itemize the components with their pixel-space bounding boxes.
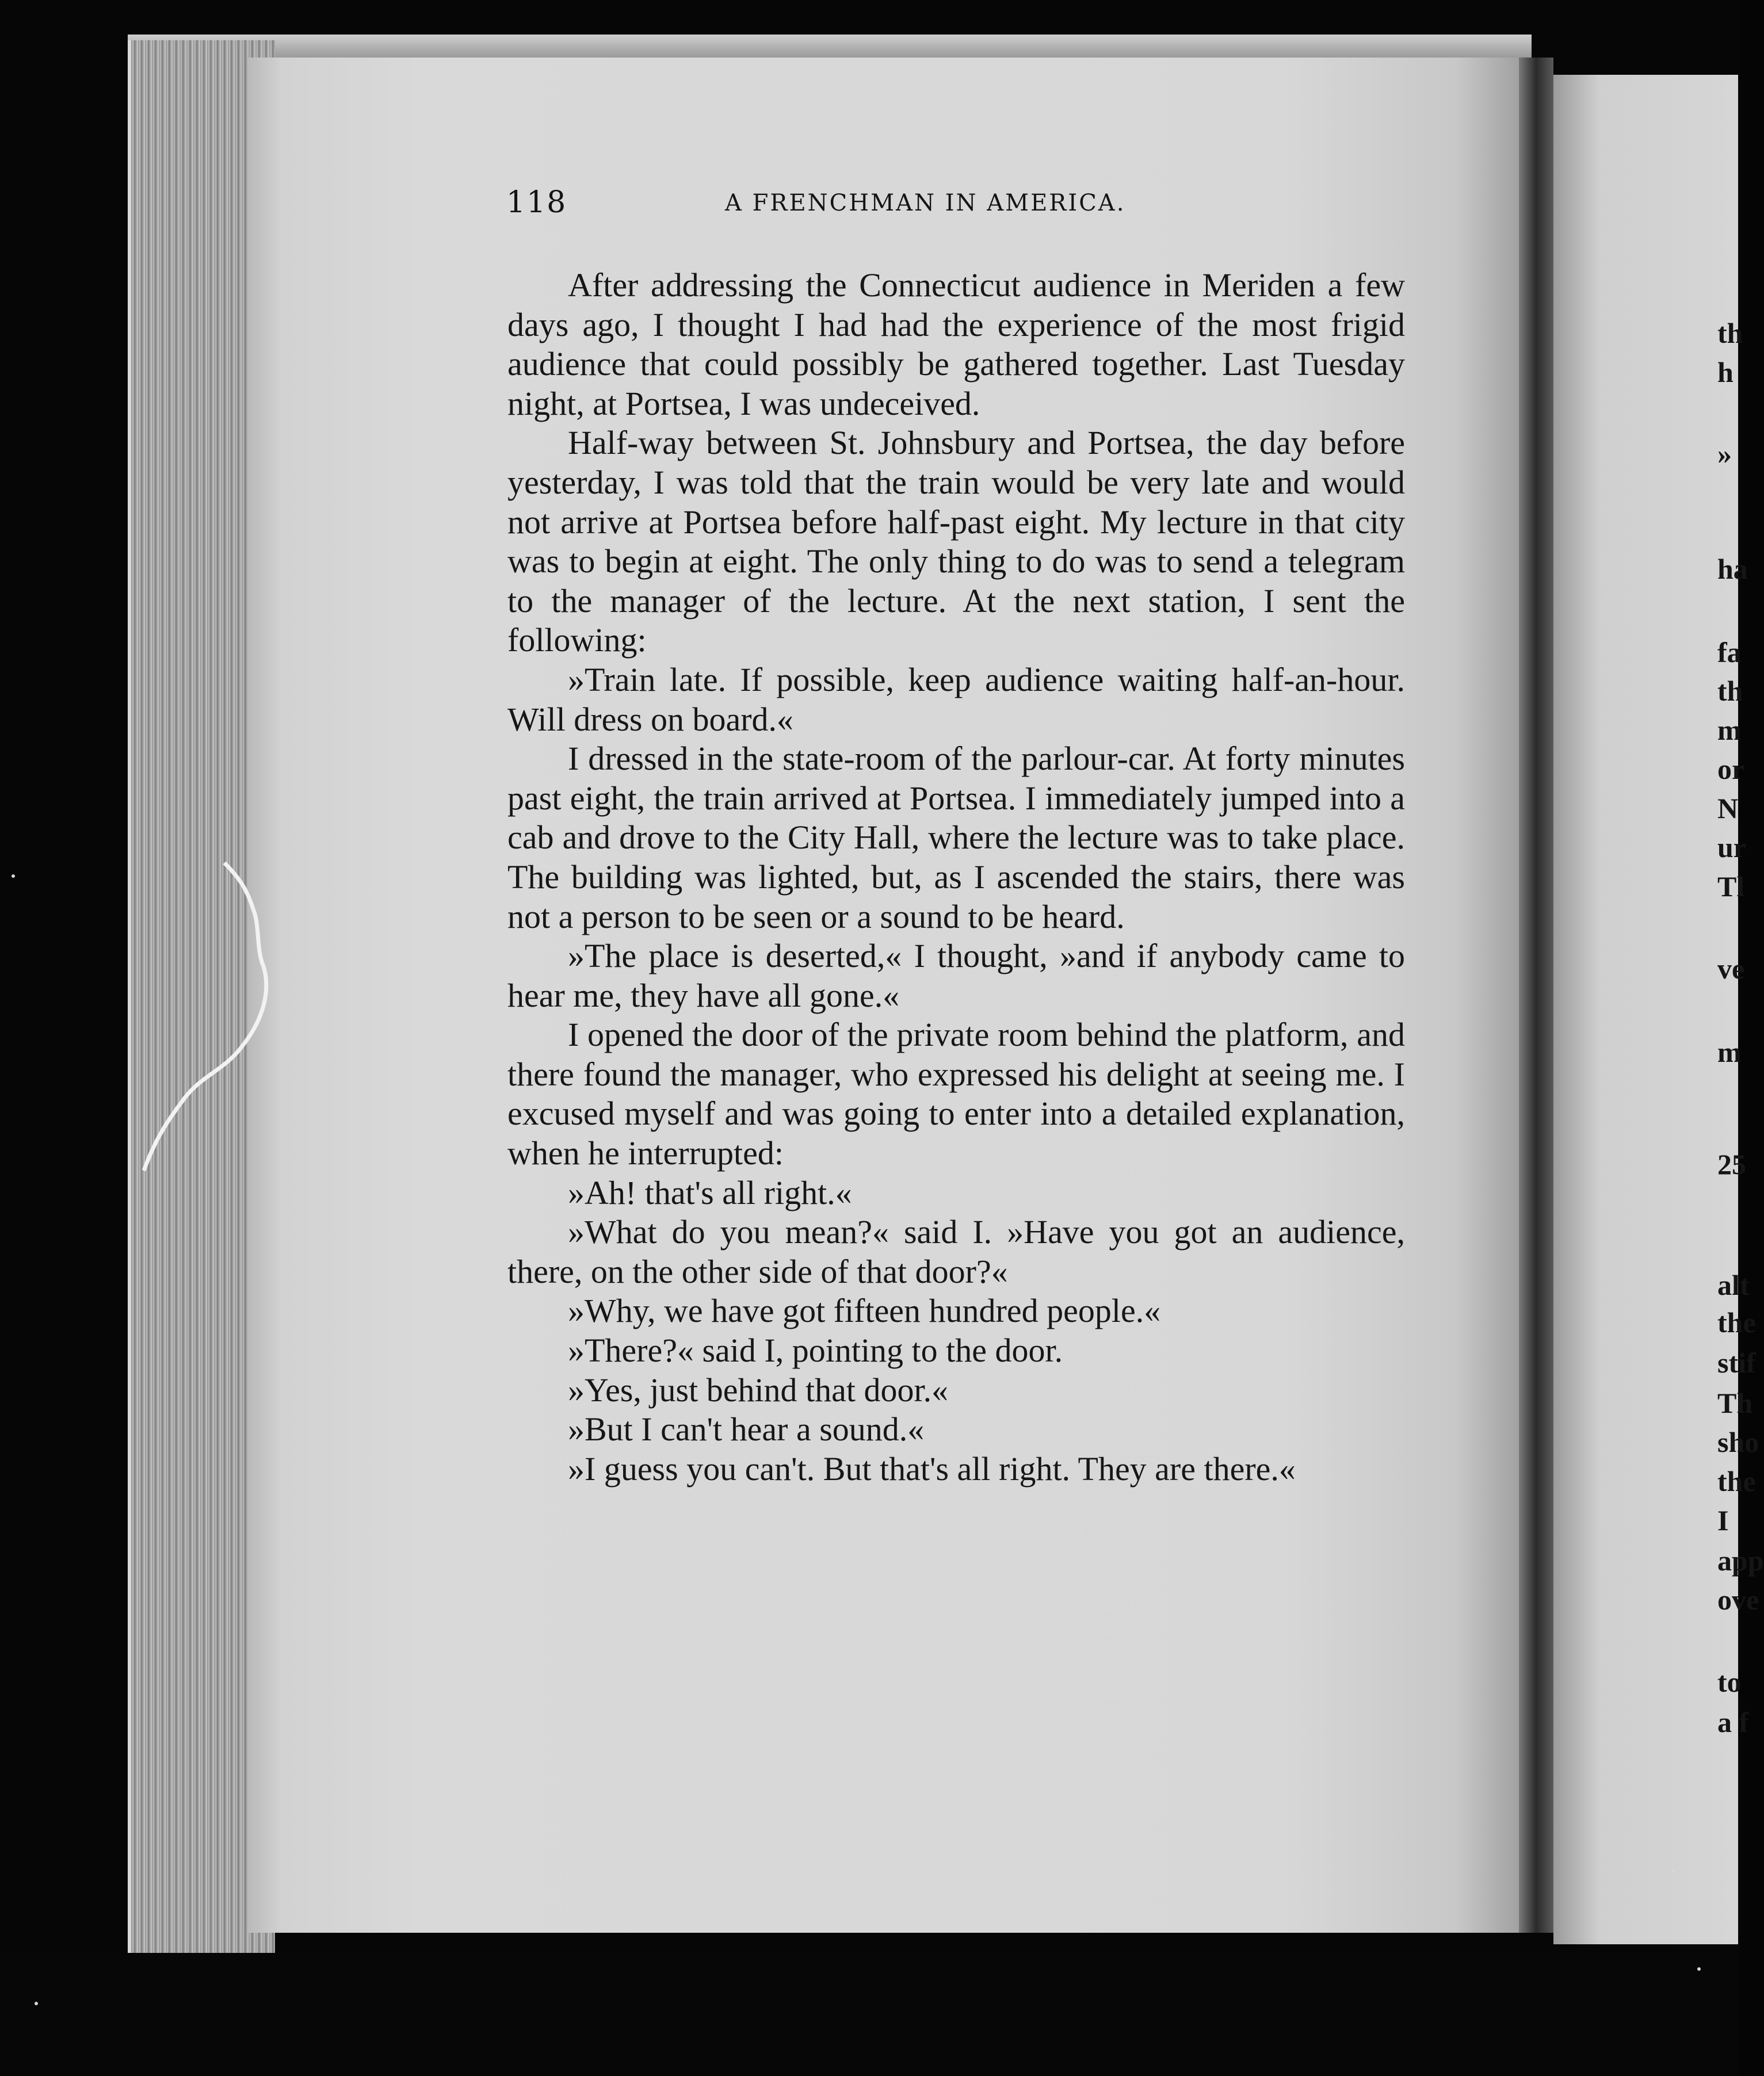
paragraph: »There?« said I, pointing to the door. (568, 1332, 1063, 1370)
paragraph: »I guess you can't. But that's all right. They are there.« (568, 1450, 1296, 1488)
paragraph: »The place is deserted,« I thought, »and if anybody came to hear me, they have all gone.« (507, 937, 1405, 1014)
text-fragment: a f (1717, 1706, 1749, 1738)
paragraph: »Ah! that's all right.« (568, 1173, 852, 1211)
paragraph: I dressed in the state-room of the parlour-car. At forty minutes past eight, the train arrived at Portsea. I immediately jumped into a cab and drove to the City Hall, where the lecture was to take place. The building was lighted, but, as I ascended the stairs, there was not a person to be seen or a sound to be heard. (507, 740, 1405, 935)
text-fragment: » (1717, 438, 1732, 470)
text-fragment: alt (1717, 1269, 1750, 1301)
text-fragment: th (1717, 317, 1743, 349)
text-fragment: the (1717, 1306, 1756, 1339)
body-text (507, 266, 1405, 1489)
dust-speck (1671, 1869, 1675, 1873)
page-edges-top (128, 35, 1532, 58)
text-fragment: to (1717, 1666, 1742, 1698)
text-fragment: th (1717, 675, 1743, 707)
text-fragment: ha (1717, 553, 1748, 585)
dust-speck (12, 874, 15, 878)
paragraph: I opened the door of the private room behind the platform, and there found the manager, who expressed his delight at seeing me. I excused myself and was going to enter into a detailed explanation, when he interrupted: (507, 1016, 1405, 1172)
paragraph: »Yes, just behind that door.« (568, 1371, 949, 1409)
text-fragment: N (1717, 792, 1739, 824)
paragraph: After addressing the Connecticut audience in Meriden a few days ago, I thought I had had the experience of the most frigid audience that could possibly be gathered together. Last Tuesday night, at Portsea, I was undeceived. (507, 266, 1405, 422)
scan-background (0, 1953, 1738, 2076)
text-fragment: fa (1717, 636, 1742, 668)
text-fragment: or (1717, 753, 1745, 785)
paragraph: »What do you mean?« said I. »Have you got an audience, there, on the other side of that door?« (507, 1213, 1405, 1290)
text-fragment: ve (1717, 953, 1745, 985)
text-fragment: I (1717, 1504, 1729, 1536)
paragraph: »But I can't hear a sound.« (568, 1410, 925, 1448)
text-fragment: m (1717, 1036, 1742, 1068)
text-fragment: ove (1717, 1584, 1759, 1616)
page-number: 118 (506, 185, 567, 220)
dust-speck (1697, 1967, 1701, 1971)
text-fragment: m (1717, 714, 1742, 746)
text-fragment: Th (1717, 1387, 1753, 1419)
book-gutter (1519, 58, 1553, 1933)
text-fragment: stif (1717, 1347, 1756, 1379)
dust-speck (35, 2002, 38, 2005)
right-page (1553, 75, 1738, 1944)
right-page-text-fragments (1717, 0, 1764, 2076)
text-fragment: 25 (1717, 1148, 1746, 1180)
text-fragment: the (1717, 1465, 1756, 1497)
paragraph: »Why, we have got fifteen hundred people.« (568, 1292, 1161, 1330)
page-header (506, 185, 1410, 225)
text-fragment: app (1717, 1544, 1764, 1577)
paragraph: Half-way between St. Johnsbury and Portsea, the day before yesterday, I was told that the train would be very late and would not arrive at Portsea before half-past eight. My lecture in that city was to begin at eight. The only thing to do was to send a telegram to the manager of the lecture. At the next station, I sent the following: (507, 424, 1405, 659)
text-fragment: sho (1717, 1426, 1759, 1458)
text-fragment: h (1717, 356, 1734, 388)
paragraph: »Train late. If possible, keep audience waiting half-an-hour. Will dress on board.« (507, 660, 1405, 738)
text-fragment: ur (1717, 831, 1746, 863)
text-fragment: Tl (1717, 870, 1745, 903)
running-head: A FRENCHMAN IN AMERICA. (725, 190, 1126, 216)
